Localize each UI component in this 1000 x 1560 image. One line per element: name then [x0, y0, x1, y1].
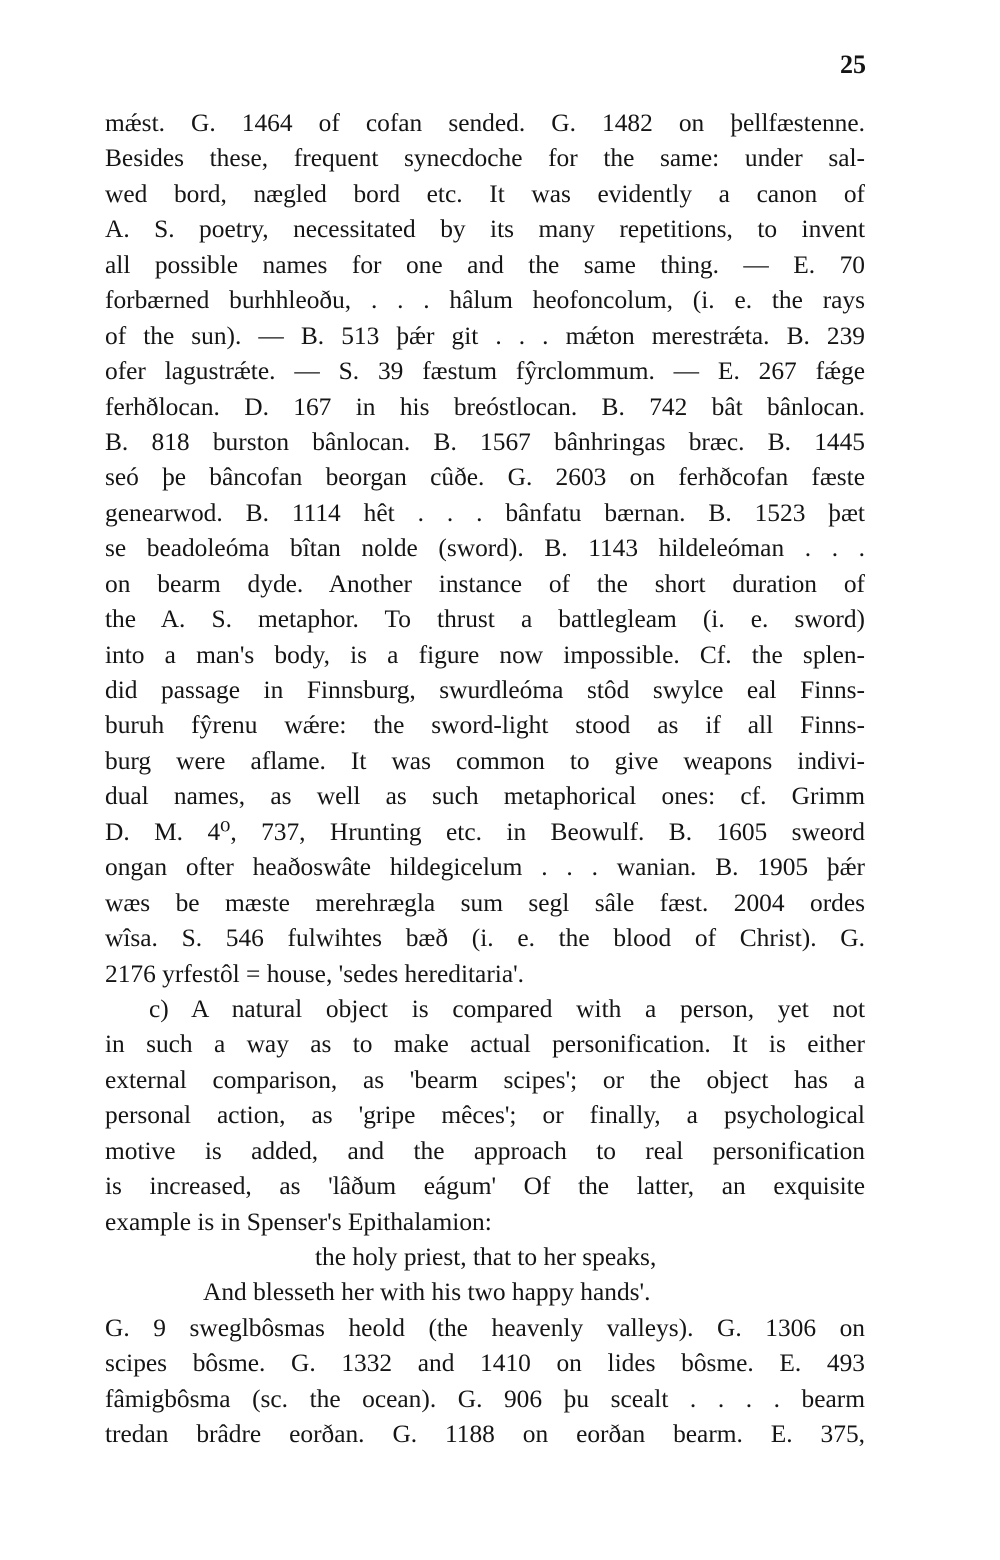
text-line: wæs be mæste merehrægla sum segl sâle fæst. 2004 ordes: [105, 888, 865, 917]
text-line: on bearm dyde. Another instance of the short duration of: [105, 569, 865, 598]
text-line: did passage in Finnsburg, swurdleóma stôd swylce eal Finns-: [105, 676, 865, 704]
body-text: [105, 106, 865, 1453]
text-line: wîsa. S. 546 fulwihtes bæð (i. e. the blood of Christ). G.: [105, 924, 865, 953]
text-line: genearwod. B. 1114 hêt . . . bânfatu bærnan. B. 1523 þæt: [105, 498, 865, 527]
text-line: se beadoleóma bîtan nolde (sword). B. 1143 hildeleóman . . .: [105, 534, 865, 563]
text-line: Besides these, frequent synecdoche for the same: under sal-: [105, 144, 865, 173]
text-line: tredan brâdre eorðan. G. 1188 on eorðan bearm. E. 375,: [105, 1420, 865, 1449]
text-line: B. 818 burston bânlocan. B. 1567 bânhringas bræc. B. 1445: [105, 427, 865, 456]
text-line: into a man's body, is a figure now impossible. Cf. the splen-: [105, 640, 865, 669]
text-line: external comparison, as 'bearm scipes'; or the object has a: [105, 1065, 865, 1094]
text-line: burg were aflame. It was common to give weapons indivi-: [105, 746, 865, 775]
text-line: motive is added, and the approach to real personification: [105, 1136, 865, 1165]
text-line: all possible names for one and the same thing. — E. 70: [105, 250, 865, 279]
text-line: the A. S. metaphor. To thrust a battlegleam (i. e. sword): [105, 605, 865, 634]
text-line: G. 9 sweglbôsmas heold (the heavenly valleys). G. 1306 on: [105, 1313, 865, 1342]
text-line: dual names, as well as such metaphorical ones: cf. Grimm: [105, 782, 865, 811]
paragraph-start-line: c) A natural object is compared with a person, yet not: [149, 994, 865, 1023]
text-line: is increased, as 'lâðum eágum' Of the latter, an exquisite: [105, 1172, 865, 1201]
text-line: ongan ofter heaðoswâte hildegicelum . . . wanian. B. 1905 þǽr: [105, 853, 865, 882]
text-line: ferhðlocan. D. 167 in his breóstlocan. B. 742 bât bânlocan.: [105, 392, 865, 421]
text-line: forbærned burhhleoðu, . . . hâlum heofoncolum, (i. e. the rays: [105, 286, 865, 315]
text-line: ofer lagustrǽte. — S. 39 fæstum fŷrclommum. — E. 267 fǽge: [105, 357, 865, 386]
text-line: 2176 yrfestôl = house, 'sedes hereditaria'.: [105, 959, 525, 988]
text-line: A. S. poetry, necessitated by its many repetitions, to invent: [105, 215, 865, 244]
text-line: wed bord, nægled bord etc. It was evidently a canon of: [105, 179, 865, 208]
page-number: 25: [840, 50, 866, 79]
text-line: scipes bôsme. G. 1332 and 1410 on lides bôsme. E. 493: [105, 1349, 865, 1378]
text-line: example is in Spenser's Epithalamion:: [105, 1207, 492, 1236]
verse-line: And blesseth her with his two happy hands'.: [203, 1278, 651, 1307]
text-line: fâmigbôsma (sc. the ocean). G. 906 þu scealt . . . . bearm: [105, 1384, 865, 1413]
text-line: buruh fŷrenu wǽre: the sword-light stood as if all Finns-: [105, 711, 865, 740]
text-line: in such a way as to make actual personification. It is either: [105, 1030, 865, 1059]
text-line: seó þe bâncofan beorgan cûðe. G. 2603 on ferhðcofan fæste: [105, 463, 865, 492]
text-line: of the sun). — B. 513 þǽr git . . . mǽton merestrǽta. B. 239: [105, 321, 865, 350]
text-line: mǽst. G. 1464 of cofan sended. G. 1482 on þellfæstenne.: [105, 109, 865, 137]
text-line: personal action, as 'gripe mêces'; or finally, a psychological: [105, 1101, 865, 1130]
text-line: D. M. 4⁰, 737, Hrunting etc. in Beowulf. B. 1605 sweord: [105, 817, 865, 846]
verse-line: the holy priest, that to her speaks,: [315, 1243, 657, 1271]
